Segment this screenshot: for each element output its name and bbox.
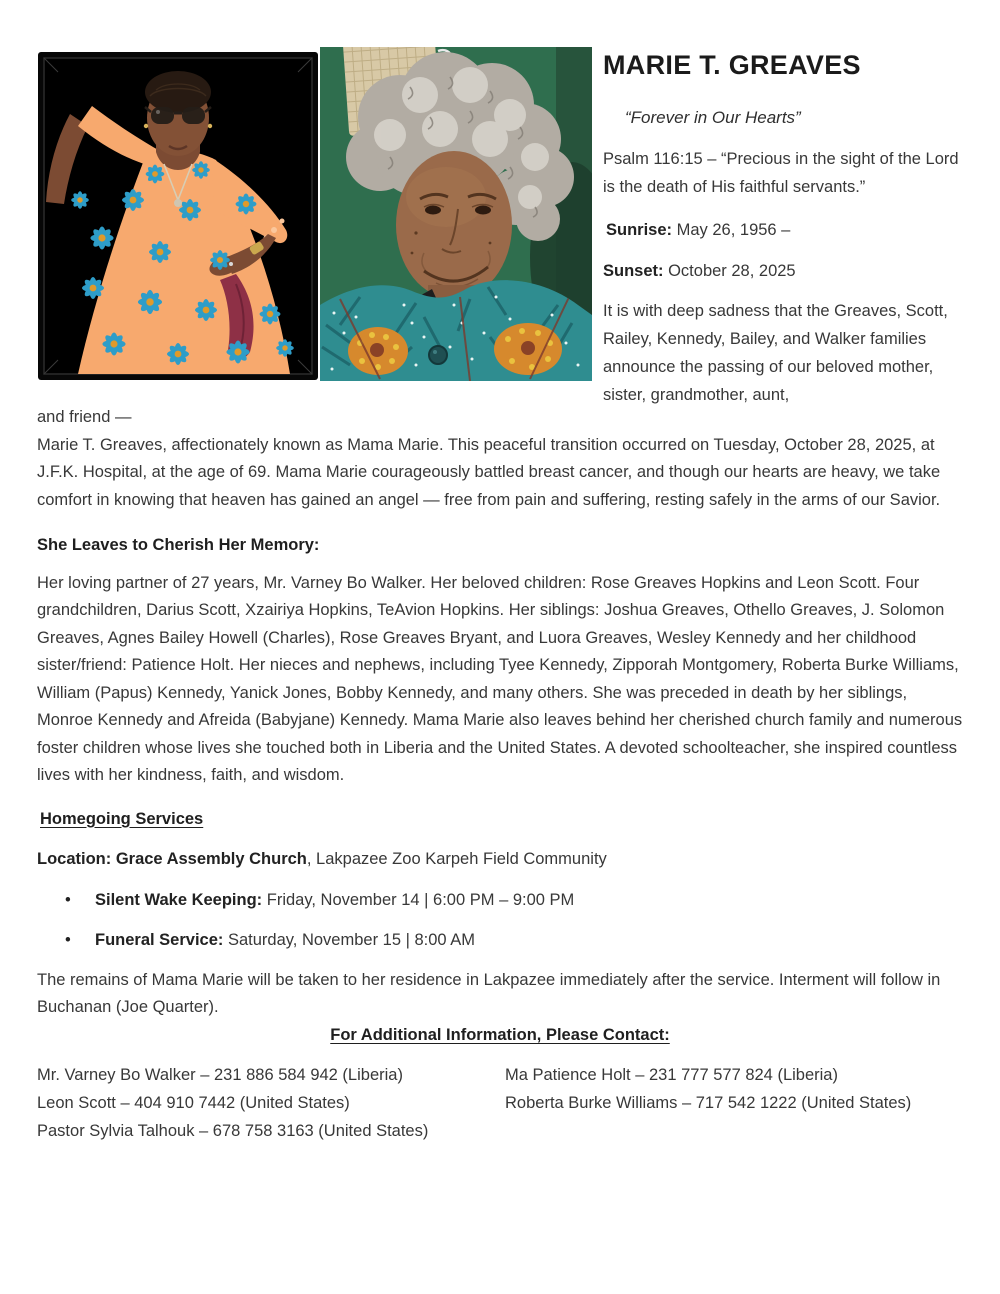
sunrise-value: May 26, 1956 – <box>672 221 791 239</box>
location-rest: , Lakpazee Zoo Karpeh Field Community <box>306 850 607 868</box>
bullet-text <box>95 927 475 955</box>
page-title: MARIE T. GREAVES <box>603 50 861 80</box>
left-photo-illustration <box>38 52 318 380</box>
wake-keeping-value: Friday, November 14 | 6:00 PM – 9:00 PM <box>262 890 575 909</box>
bullet-funeral-service <box>37 927 963 955</box>
sunset-line <box>603 257 963 285</box>
funeral-service-value: Saturday, November 15 | 8:00 AM <box>223 931 475 949</box>
bullet-wake-keeping <box>37 887 963 915</box>
bullet-icon: • <box>65 931 71 949</box>
sunrise-line <box>603 216 963 244</box>
bullet-icon: • <box>65 890 71 909</box>
services-heading: Homegoing Services <box>40 809 204 828</box>
intro-paragraph: It is with deep sadness that the Greaves, Scott, Railey, Kennedy, Bailey, and Walker families announce the passing of our beloved mother, sister, grandmother, aunt, <box>603 302 948 404</box>
continuation-intro: and friend — <box>37 408 132 426</box>
memory-paragraph: Her loving partner of 27 years, Mr. Varney Bo Walker. Her beloved children: Rose Greaves Hopkins and Leon Scott. Four grandchildren, Darius Scott, Xzairiya Hopkins, TeAvion Hopkins. Her siblings: Joshua Greaves, Othello Greaves, J. Solomon Greaves, Agnes Bailey Howell (Charles), Rose Greaves Bryant, and Luora Greaves, Wesley Kennedy and her childhood sister/friend: Patience Holt. Her nieces and nephews, including Tyee Kennedy, Zipporah Montgomery, Roberta Burke Williams, William (Papus) Kennedy, Yanick Jones, Bobby Kennedy, and many others. She was preceded in death by her siblings, Monroe Kennedy and Afreida (Babyjane) Kennedy. Mama Marie also leaves behind her cherished church family and numerous foster children whose lives she touched both in Liberia and the United States. A devoted schoolteacher, she inspired countless lives with her kindness, faith, and wisdom. <box>37 573 963 784</box>
main-body <box>37 404 963 1145</box>
sunset-label: Sunset: <box>603 262 664 280</box>
funeral-service-label: Funeral Service: <box>95 931 224 949</box>
sunrise-label: Sunrise: <box>606 221 673 239</box>
bullet-text <box>95 887 574 915</box>
subtitle: “Forever in Our Hearts” <box>625 108 801 127</box>
psalm-text: Psalm 116:15 – “Precious in the sight of the Lord is the death of His faithful servants.” <box>603 150 959 196</box>
contact-heading: For Additional Information, Please Contact: <box>330 1025 670 1044</box>
sunset-value: October 28, 2025 <box>663 262 796 280</box>
contact-line: Leon Scott – 404 910 7442 (United States) <box>37 1094 350 1112</box>
contacts-left-column <box>37 1061 505 1145</box>
contact-line: Roberta Burke Williams – 717 542 1222 (United States) <box>505 1094 912 1112</box>
continuation-paragraph: Marie T. Greaves, affectionately known as Mama Marie. This peaceful transition occurred on Tuesday, October 28, 2025, at J.F.K. Hospital, at the age of 69. Mama Marie courageously battled breast cancer, and though our hearts are heavy, we take comfort in knowing that heaven has gained an angel — free from pain and suffering, resting safely in the arms of our Savior. <box>37 435 941 509</box>
header-column <box>603 47 963 409</box>
contact-line: Mr. Varney Bo Walker – 231 886 584 942 (Liberia) <box>37 1066 403 1084</box>
location-line <box>37 846 963 874</box>
contact-line: Ma Patience Holt – 231 777 577 824 (Liberia) <box>505 1066 838 1084</box>
left-photo <box>38 52 318 380</box>
right-photo <box>320 47 592 381</box>
contact-line: Pastor Sylvia Talhouk – 678 758 3163 (United States) <box>37 1122 429 1140</box>
contacts-right-column <box>505 1061 963 1145</box>
memory-heading: She Leaves to Cherish Her Memory: <box>37 536 320 554</box>
contacts-section <box>37 1061 963 1145</box>
wake-keeping-label: Silent Wake Keeping: <box>95 890 263 909</box>
right-photo-illustration <box>320 47 592 381</box>
remains-paragraph: The remains of Mama Marie will be taken to her residence in Lakpazee immediately after the service. Interment will follow in Buchanan (Joe Quarter). <box>37 970 941 1016</box>
location-label: Location: Grace Assembly Church <box>37 850 307 868</box>
